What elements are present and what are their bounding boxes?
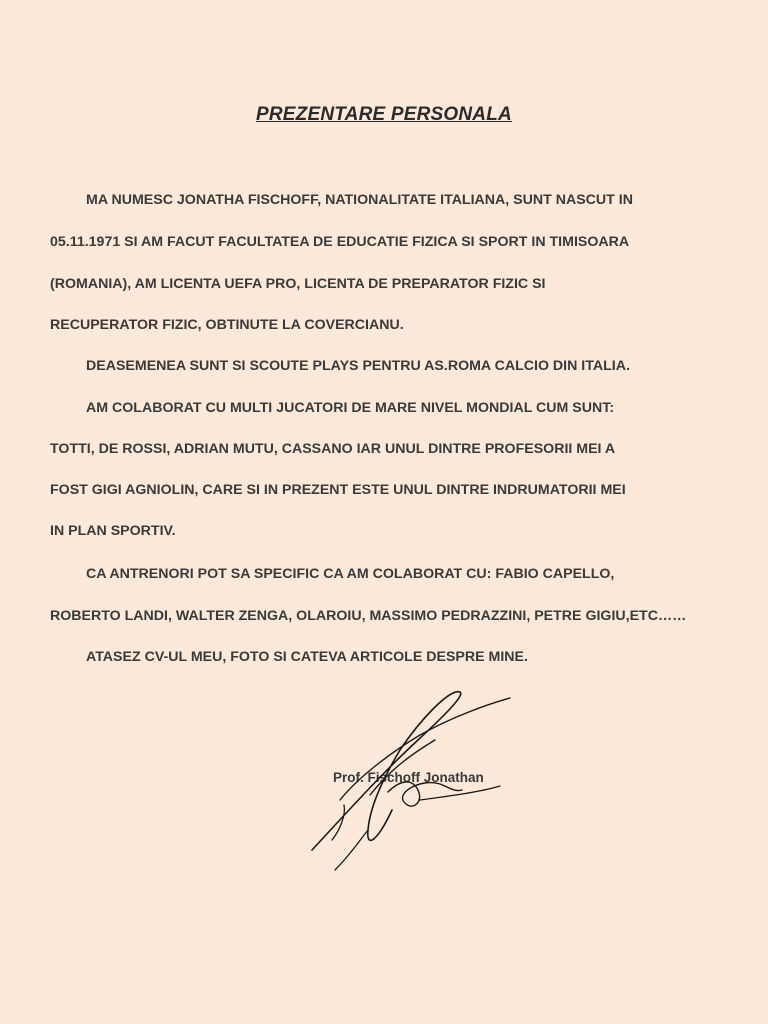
paragraph-line: MA NUMESC JONATHA FISCHOFF, NATIONALITATE ITALIANA, SUNT NASCUT IN (86, 192, 633, 208)
paragraph-line: ATASEZ CV-UL MEU, FOTO SI CATEVA ARTICOLE DESPRE MINE. (86, 649, 528, 665)
paragraph-line: DEASEMENEA SUNT SI SCOUTE PLAYS PENTRU AS.ROMA CALCIO DIN ITALIA. (86, 358, 630, 374)
paragraph-line: FOST GIGI AGNIOLIN, CARE SI IN PREZENT ESTE UNUL DINTRE INDRUMATORII MEI (50, 482, 626, 498)
paragraph-line: CA ANTRENORI POT SA SPECIFIC CA AM COLABORAT CU: FABIO CAPELLO, (86, 566, 615, 582)
paragraph-line: AM COLABORAT CU MULTI JUCATORI DE MARE NIVEL MONDIAL CUM SUNT: (86, 400, 615, 416)
paragraph-line: (ROMANIA), AM LICENTA UEFA PRO, LICENTA DE PREPARATOR FIZIC SI (50, 276, 546, 292)
paragraph-line: IN PLAN SPORTIV. (50, 523, 176, 539)
paragraph-line: 05.11.1971 SI AM FACUT FACULTATEA DE EDUCATIE FIZICA SI SPORT IN TIMISOARA (50, 234, 630, 250)
handwritten-signature (300, 680, 540, 880)
paragraph-line: TOTTI, DE ROSSI, ADRIAN MUTU, CASSANO IAR UNUL DINTRE PROFESORII MEI A (50, 441, 616, 457)
paragraph-line: RECUPERATOR FIZIC, OBTINUTE LA COVERCIANU. (50, 317, 404, 333)
signature-name: Prof. Fischoff Jonathan (333, 770, 484, 785)
paragraph-line: ROBERTO LANDI, WALTER ZENGA, OLAROIU, MASSIMO PEDRAZZINI, PETRE GIGIU,ETC…… (50, 608, 687, 624)
document-title: PREZENTARE PERSONALA (256, 104, 512, 125)
